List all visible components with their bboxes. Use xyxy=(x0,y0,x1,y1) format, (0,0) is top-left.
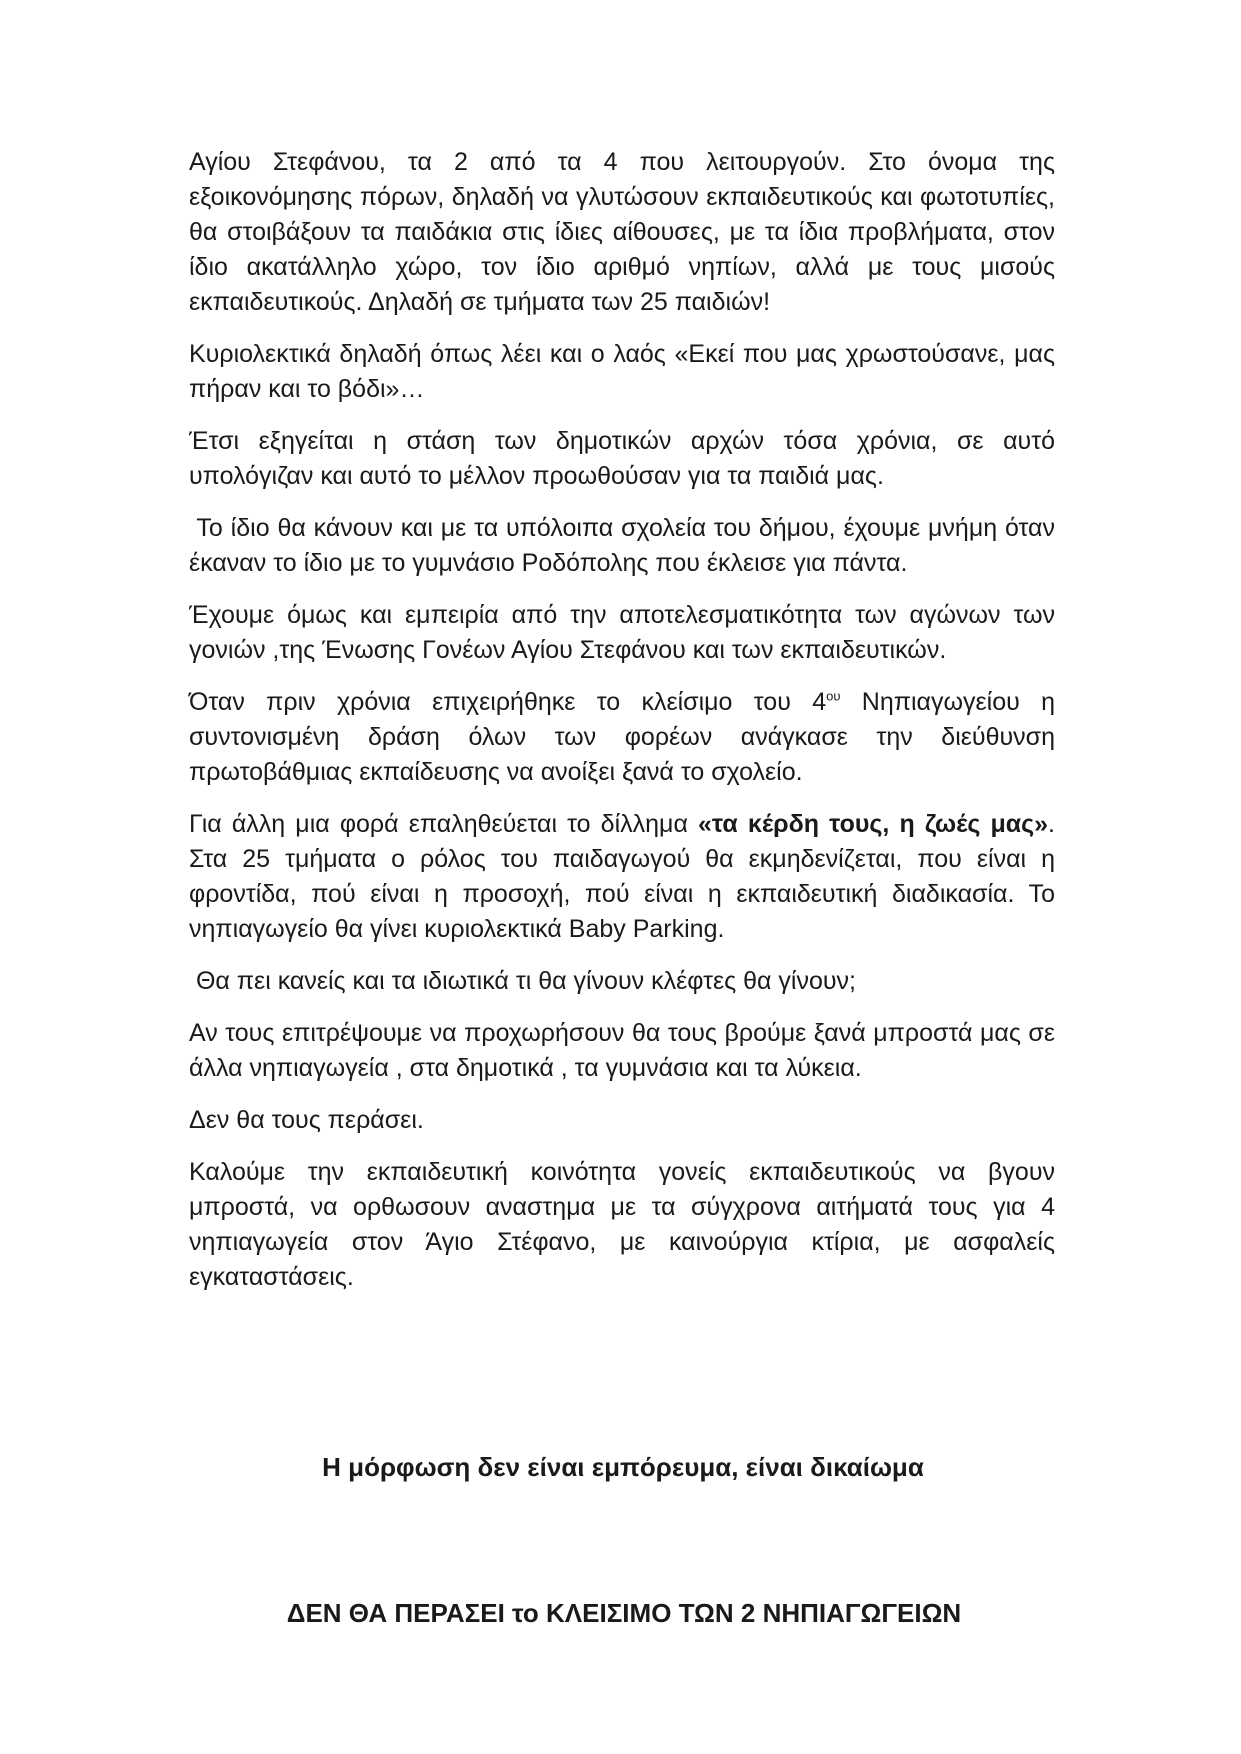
paragraph-6-start: Όταν πριν χρόνια επιχειρήθηκε το κλείσιμο του 4 xyxy=(189,688,827,716)
paragraph-2: Κυριολεκτικά δηλαδή όπως λέει και ο λαός «Εκεί που μας χρωστούσανε, μας πήραν και το βόδι»… xyxy=(189,340,1055,403)
paragraph-7-emphasis: «τα κέρδη τους, η ζωές μας» xyxy=(698,810,1049,838)
paragraph-6-end: Νηπιαγωγείου η συντονισμένη δράση όλων των φορέων ανάγκασε την διεύθυνση πρωτοβάθμιας εκπαίδευσης να ανοίξει ξανά το σχολείο. xyxy=(189,688,1055,786)
paragraph-5: Έχουμε όμως και εμπειρία από την αποτελεσματικότητα των αγώνων των γονιών ,της Ένωσης Γονέων Αγίου Στεφάνου και των εκπαιδευτικών. xyxy=(189,601,1055,664)
paragraph-7 xyxy=(189,807,1055,947)
paragraph-10: Δεν θα τους περάσει. xyxy=(189,1106,424,1134)
paragraph-9: Αν τους επιτρέψουμε να προχωρήσουν θα τους βρούμε ξανά μπροστά μας σε άλλα νηπιαγωγεία , στα δημοτικά , τα γυμνάσια και τα λύκεια. xyxy=(189,1019,1055,1082)
document-body xyxy=(189,145,1055,1628)
paragraph-11: Καλούμε την εκπαιδευτική κοινότητα γονείς εκπαιδευτικούς να βγουν μπροστά, να ορθωσουν αναστημα με τα σύγχρονα αιτήματά τους για 4 νηπιαγωγεία στον Άγιο Στέφανο, με καινούργια κτίρια, με ασφαλείς εγκαταστάσεις. xyxy=(189,1158,1055,1291)
closing-heading: ΔΕΝ ΘΑ ΠΕΡΑΣΕΙ το ΚΛΕΙΣΙΜΟ ΤΩΝ 2 ΝΗΠΙΑΓΩΓΕΙΩΝ xyxy=(286,1598,962,1628)
paragraph-6 xyxy=(189,685,1055,790)
paragraph-1: Αγίου Στεφάνου, τα 2 από τα 4 που λειτουργούν. Στο όνομα της εξοικονόμησης πόρων, δηλαδή να γλυτώσουν εκπαιδευτικούς και φωτοτυπίες, θα στοιβάξουν τα παιδάκια στις ίδιες αίθουσες, με τα ίδια προβλήματα, στον ίδιο ακατάλληλο χώρο, τον ίδιο αριθμό νηπίων, αλλά με τους μισούς εκπαιδευτικούς. Δηλαδή σε τμήματα των 25 παιδιών! xyxy=(189,148,1055,316)
slogan-heading: Η μόρφωση δεν είναι εμπόρευμα, είναι δικαίωμα xyxy=(322,1452,924,1482)
paragraph-4-text: Το ίδιο θα κάνουν και με τα υπόλοιπα σχολεία του δήμου, έχουμε μνήμη όταν έκαναν το ίδιο με το γυμνάσιο Ροδόπολης που έκλεισε για πάντα. xyxy=(189,514,1055,577)
paragraph-7-start: Για άλλη μια φορά επαληθεύεται το δίλλημα xyxy=(189,810,699,838)
paragraph-8-text: Θα πει κανείς και τα ιδιωτικά τι θα γίνουν κλέφτες θα γίνουν; xyxy=(195,967,856,995)
paragraph-7-end: . Στα 25 τμήματα ο ρόλος του παιδαγωγού θα εκμηδενίζεται, που είναι η φροντίδα, πού είναι η προσοχή, πού είναι η εκπαιδευτική διαδικασία. Το νηπιαγωγείο θα γίνει κυριολεκτικά Baby Parking. xyxy=(189,810,1055,943)
paragraph-4 xyxy=(189,511,1055,581)
ordinal-suffix: ου xyxy=(826,688,841,704)
paragraph-3: Έτσι εξηγείται η στάση των δημοτικών αρχών τόσα χρόνια, σε αυτό υπολόγιζαν και αυτό το μέλλον προωθούσαν για τα παιδιά μας. xyxy=(189,427,1055,490)
paragraph-8 xyxy=(189,964,1055,999)
